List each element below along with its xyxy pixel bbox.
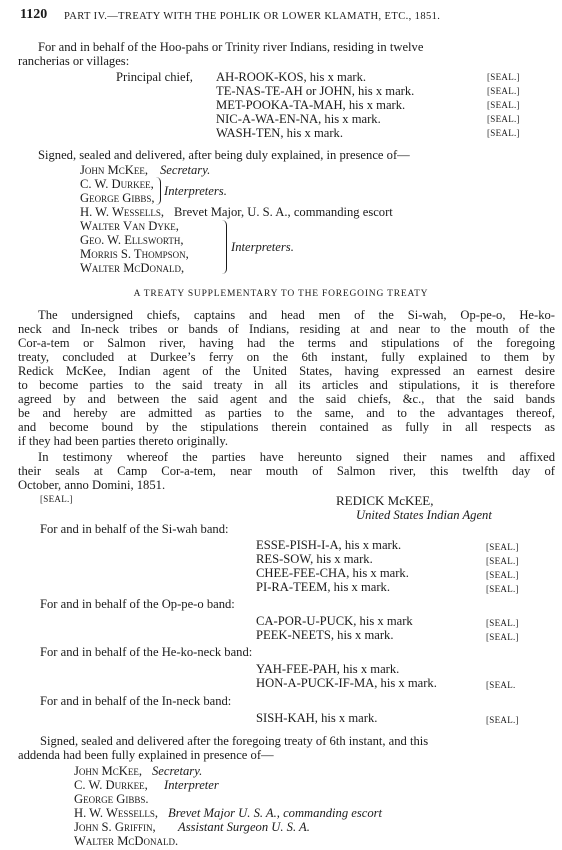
signer-line: ESSE-PISH-I-A, his x mark.: [256, 538, 402, 552]
seal-mark: [SEAL.]: [487, 100, 520, 110]
paragraph-line: treaty, concluded at Durkee’s ferry on the 6th instant, fully explained to them by: [18, 350, 555, 364]
seal-mark: [SEAL.]: [40, 494, 73, 504]
paragraph-line: to become parties to the said treaty in all its articles and stipulations, it is therefore: [18, 378, 555, 392]
principal-chief-label: Principal chief,: [116, 70, 193, 84]
agent-title: United States Indian Agent: [356, 508, 492, 522]
signer-line: TE-NAS-TE-AH or JOHN, his x mark.: [216, 84, 415, 98]
signer-line: RES-SOW, his x mark.: [256, 552, 373, 566]
witness-name: C. W. Durkee,: [80, 177, 154, 191]
witness-name: Geo. W. Ellsworth,: [80, 233, 184, 247]
witness-role: Secretary.: [160, 163, 211, 177]
witness-name: John S. Griffin,: [74, 820, 156, 834]
running-header: PART IV.—TREATY WITH THE POHLIK OR LOWER KLAMATH, ETC., 1851.: [64, 11, 441, 22]
closing-line-1: Signed, sealed and delivered after the foregoing treaty of 6th instant, and this: [40, 734, 429, 748]
witness-name: George Gibbs.: [74, 792, 149, 806]
paragraph-line: neck and In-neck tribes or bands of Indians, residing at and near to the mouth of the: [18, 322, 555, 336]
interpreters-label: Interpreters.: [164, 184, 227, 198]
witness-name: George Gibbs,: [80, 191, 155, 205]
signer-line: YAH-FEE-PAH, his x mark.: [256, 662, 400, 676]
seal-mark: [SEAL.]: [487, 86, 520, 96]
brace: [222, 220, 227, 274]
hoopah-intro-line-2: rancherias or villages:: [18, 54, 130, 68]
brace: [156, 177, 161, 205]
supplement-paragraph-2: [18, 450, 555, 492]
interpreters-label: Interpreters.: [231, 240, 294, 254]
witness-role: Secretary.: [152, 764, 203, 778]
paragraph-line: if they had been parties thereto originally.: [18, 434, 229, 448]
paragraph-line: October, anno Domini, 1851.: [18, 478, 166, 492]
witness-role: Interpreter: [164, 778, 219, 792]
supplement-paragraph-1: [18, 308, 555, 448]
signer-line: PI-RA-TEEM, his x mark.: [256, 580, 390, 594]
seal-mark: [SEAL.]: [487, 114, 520, 124]
signer-line: AH-ROOK-KOS, his x mark.: [216, 70, 367, 84]
witness-name: C. W. Durkee,: [74, 778, 148, 792]
witness-role: Brevet Major, U. S. A., commanding escort: [174, 205, 393, 219]
seal-mark: [SEAL.]: [486, 632, 519, 642]
witness-name: John McKee,: [80, 163, 148, 177]
band-intro: For and in behalf of the Si-wah band:: [40, 522, 229, 536]
witness-role: Brevet Major U. S. A., commanding escort: [168, 806, 383, 820]
band-intro: For and in behalf of the He-ko-neck band:: [40, 645, 253, 659]
hoopah-intro-line-1: For and in behalf of the Hoo-pahs or Trinity river Indians, residing in twelve: [38, 40, 424, 54]
page-number: 1120: [20, 7, 48, 22]
witness-name: H. W. Wessells,: [74, 806, 159, 820]
paragraph-line: The undersigned chiefs, captains and head men of the Si-wah, Op-pe-o, He-ko-: [38, 308, 555, 322]
agent-name: REDICK McKEE,: [336, 493, 434, 508]
band-intro: For and in behalf of the In-neck band:: [40, 694, 232, 708]
witness-name: Morris S. Thompson,: [80, 247, 189, 261]
seal-mark: [SEAL.]: [487, 128, 520, 138]
witness-name: Walter McDonald.: [74, 834, 179, 848]
witness-name: Walter McDonald,: [80, 261, 185, 275]
section-heading: A TREATY SUPPLEMENTARY TO THE FOREGOING TREATY: [133, 289, 429, 299]
seal-mark: [SEAL.]: [487, 72, 520, 82]
paragraph-line: Redick McKee, Indian agent of the United States, having expressed an earnest desire: [18, 364, 555, 378]
signer-line: CHEE-FEE-CHA, his x mark.: [256, 566, 409, 580]
witness-name: John McKee,: [74, 764, 142, 778]
signer-line: NIC-A-WA-EN-NA, his x mark.: [216, 112, 381, 126]
closing-line-2: addenda had been fully explained in presence of—: [18, 748, 274, 762]
seal-mark: [SEAL.]: [486, 556, 519, 566]
signer-line: PEEK-NEETS, his x mark.: [256, 628, 394, 642]
signer-line: WASH-TEN, his x mark.: [216, 126, 343, 140]
paragraph-line: their seals at Camp Cor-a-tem, near mouth of Salmon river, this twelfth day of: [18, 464, 555, 478]
paragraph-line: be and hereby are admitted as parties to the same, and to the advantages thereof,: [18, 406, 555, 420]
witness-role: Assistant Surgeon U. S. A.: [178, 820, 310, 834]
band-intro: For and in behalf of the Op-pe-o band:: [40, 597, 235, 611]
witness-name: Walter Van Dyke,: [80, 219, 179, 233]
seal-mark: [SEAL.: [486, 680, 516, 690]
paragraph-line: Cor-a-tem or Salmon river, having had the terms and stipulations of the foregoing: [18, 336, 555, 350]
signer-line: MET-POOKA-TA-MAH, his x mark.: [216, 98, 406, 112]
witness-name: H. W. Wessells,: [80, 205, 165, 219]
seal-mark: [SEAL.]: [486, 584, 519, 594]
seal-mark: [SEAL.]: [486, 570, 519, 580]
seal-mark: [SEAL.]: [486, 542, 519, 552]
seal-mark: [SEAL.]: [486, 715, 519, 725]
paragraph-line: agreed by and between the said agent and the said chiefs, &c., that the said bands: [18, 392, 555, 406]
paragraph-line: In testimony whereof the parties have hereunto signed their names and affixed: [38, 450, 555, 464]
signer-line: SISH-KAH, his x mark.: [256, 711, 378, 725]
presence-line: Signed, sealed and delivered, after being duly explained, in presence of—: [38, 148, 410, 162]
seal-mark: [SEAL.]: [486, 618, 519, 628]
paragraph-line: and become bound by the stipulations therein contained as fully in all respects as: [18, 420, 555, 434]
signer-line: CA-POR-U-PUCK, his x mark: [256, 614, 413, 628]
signer-line: HON-A-PUCK-IF-MA, his x mark.: [256, 676, 437, 690]
